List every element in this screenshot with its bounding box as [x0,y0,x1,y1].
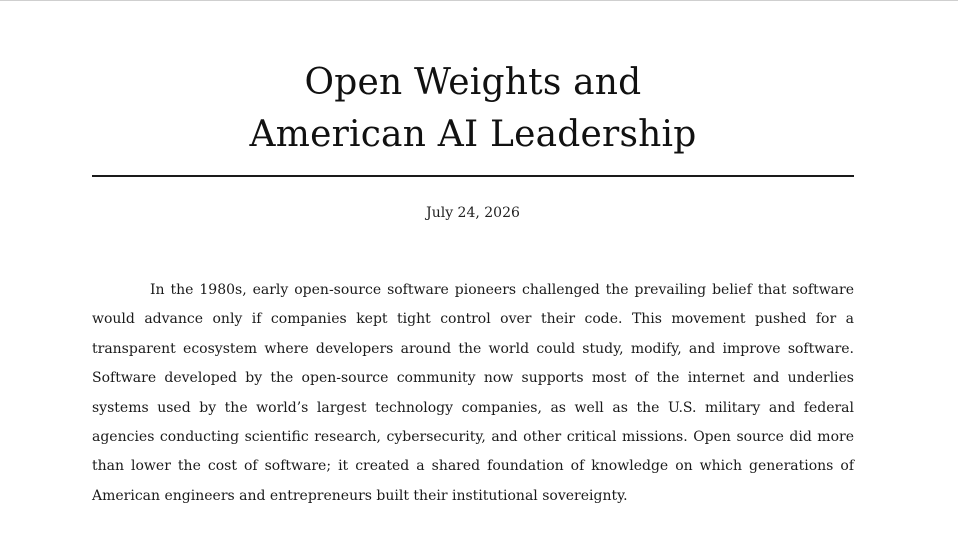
publication-date: July 24, 2026 [426,205,520,221]
title-divider [92,175,854,177]
title-line-1: Open Weights and [304,62,642,103]
document-title [92,57,854,161]
body-paragraph: In the 1980s, early open-source software pioneers challenged the prevailing belief that software would advance only if companies kept tight control over their code. This movement pushed for a transparent ecosystem where developers around the world could study, modify, and improve software. Software developed by the open-source community now supports most of the internet and underlies systems used by the world’s largest technology companies, as well as the U.S. military and federal agencies conducting scientific research, cybersecurity, and other critical missions. Open source did more than lower the cost of software; it created a shared foundation of knowledge on which generations of American engineers and entrepreneurs built their institutional sovereignty. [92,282,854,504]
title-line-2: American AI Leadership [249,114,697,155]
